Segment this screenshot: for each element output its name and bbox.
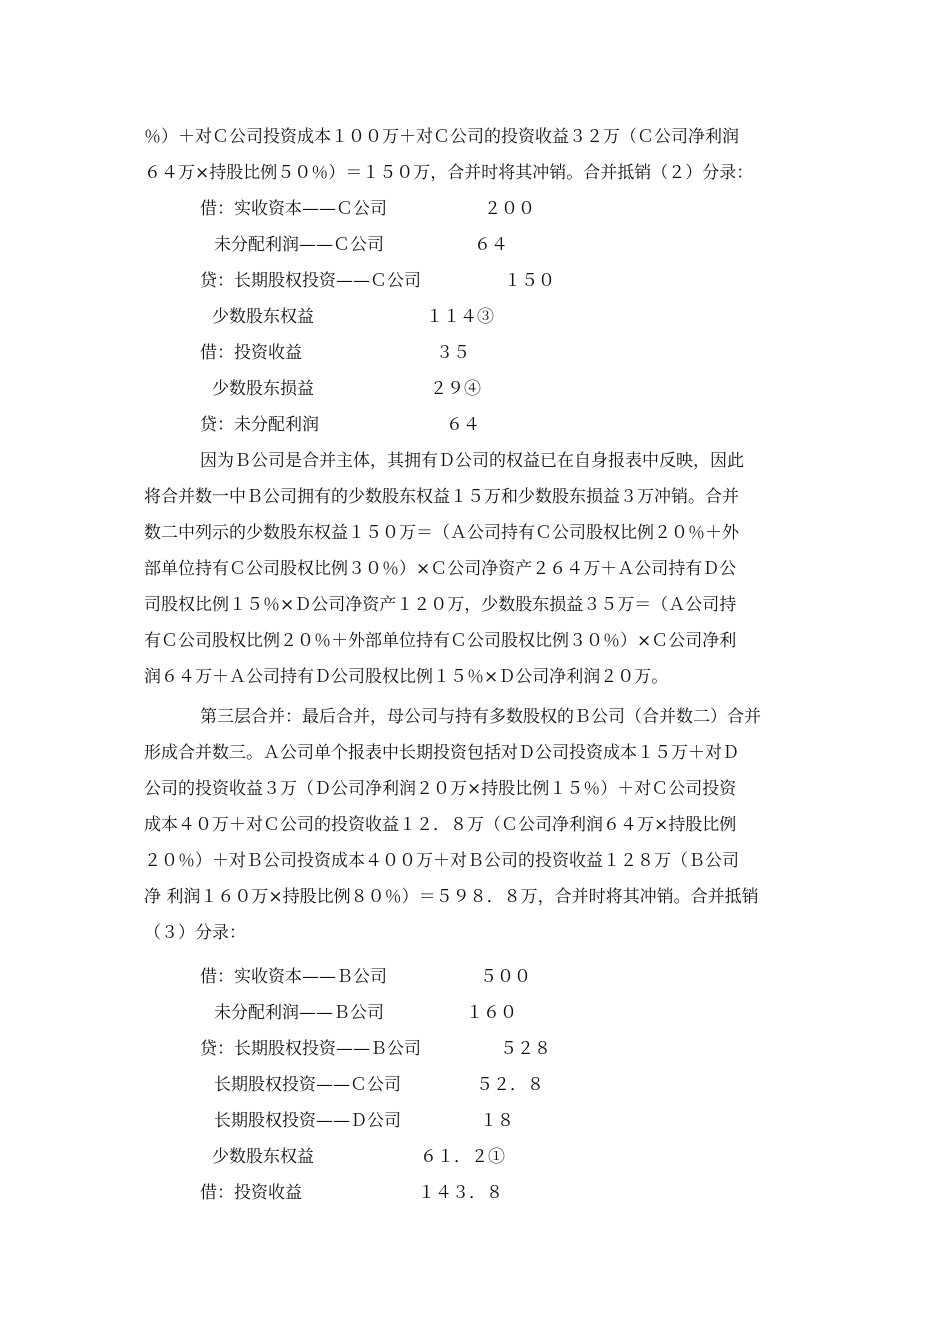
- text-line: 净 利润１６０万×持股比例８０％）＝５９８．８万，合并时将其冲销。合并抵销: [144, 887, 759, 907]
- text-line: ％）＋对Ｃ公司投资成本１００万＋对Ｃ公司的投资收益３２万（Ｃ公司净利润: [144, 127, 739, 147]
- entry-account: 贷：未分配利润: [200, 415, 319, 435]
- entry-amount: １４３．８: [418, 1183, 503, 1203]
- entry-amount: １１４③: [426, 307, 494, 327]
- text-line: ６４万×持股比例５０％）＝１５０万，合并时将其冲销。合并抵销（２）分录：: [144, 163, 754, 183]
- text-line: 公司的投资收益３万（Ｄ公司净利润２０万×持股比例１５％）＋对Ｃ公司投资: [144, 779, 737, 799]
- entry-account: 借：投资收益: [200, 1183, 302, 1203]
- text-line: 成本４０万＋对Ｃ公司的投资收益１２．８万（Ｃ公司净利润６４万×持股比例: [144, 815, 737, 835]
- entry-account: 长期股权投资——Ｃ公司: [214, 1075, 401, 1095]
- entry-account: 少数股东损益: [212, 379, 314, 399]
- entry-account: 贷：长期股权投资——Ｂ公司: [200, 1039, 421, 1059]
- text-line: 将合并数一中Ｂ公司拥有的少数股东权益１５万和少数股东损益３万冲销。合并: [144, 487, 739, 507]
- entry-account: 借：实收资本——Ｂ公司: [200, 967, 387, 987]
- entry-account: 少数股东权益: [212, 1147, 314, 1167]
- entry-amount: ６１．２①: [420, 1147, 505, 1167]
- text-line: 部单位持有Ｃ公司股权比例３０％）×Ｃ公司净资产２６４万＋Ａ公司持有Ｄ公: [144, 559, 737, 579]
- entry-amount: ５２８: [500, 1039, 551, 1059]
- text-line: 司股权比例１５％×Ｄ公司净资产１２０万，少数股东损益３５万＝（Ａ公司持: [144, 595, 737, 615]
- text-line: 第三层合并：最后合并，母公司与持有多数股权的Ｂ公司（合并数二）合并: [200, 707, 761, 727]
- entry-account: 未分配利润——Ｃ公司: [214, 235, 384, 255]
- text-line: 形成合并数三。Ａ公司单个报表中长期投资包括对Ｄ公司投资成本１５万＋对Ｄ: [144, 743, 739, 763]
- entry-account: 少数股东权益: [212, 307, 314, 327]
- entry-amount: ５２．８: [476, 1075, 544, 1095]
- text-line: 润６４万＋Ａ公司持有Ｄ公司股权比例１５％×Ｄ公司净利润２０万。: [144, 667, 669, 687]
- entry-amount: ６４: [474, 235, 508, 255]
- entry-amount: ２９④: [430, 379, 481, 399]
- entry-amount: ３５: [436, 343, 470, 363]
- entry-amount: １６０: [466, 1003, 517, 1023]
- entry-account: 未分配利润——Ｂ公司: [214, 1003, 384, 1023]
- text-line: ２０％）＋对Ｂ公司投资成本４００万＋对Ｂ公司的投资收益１２８万（Ｂ公司: [144, 851, 739, 871]
- entry-account: 长期股权投资——Ｄ公司: [214, 1111, 401, 1131]
- entry-amount: ５００: [480, 967, 531, 987]
- text-line: 数二中列示的少数股东权益１５０万＝（Ａ公司持有Ｃ公司股权比例２０％＋外: [144, 523, 739, 543]
- entry-account: 贷：长期股权投资——Ｃ公司: [200, 271, 421, 291]
- entry-amount: １８: [480, 1111, 514, 1131]
- entry-amount: ６４: [446, 415, 480, 435]
- text-line: 有Ｃ公司股权比例２０％＋外部单位持有Ｃ公司股权比例３０％）×Ｃ公司净利: [144, 631, 737, 651]
- text-line: （３）分录：: [144, 923, 246, 943]
- entry-amount: １５０: [504, 271, 555, 291]
- entry-amount: ２００: [484, 199, 535, 219]
- text-line: 因为Ｂ公司是合并主体，其拥有Ｄ公司的权益已在自身报表中反映，因此: [200, 451, 744, 471]
- entry-account: 借：投资收益: [200, 343, 302, 363]
- entry-account: 借：实收资本——Ｃ公司: [200, 199, 387, 219]
